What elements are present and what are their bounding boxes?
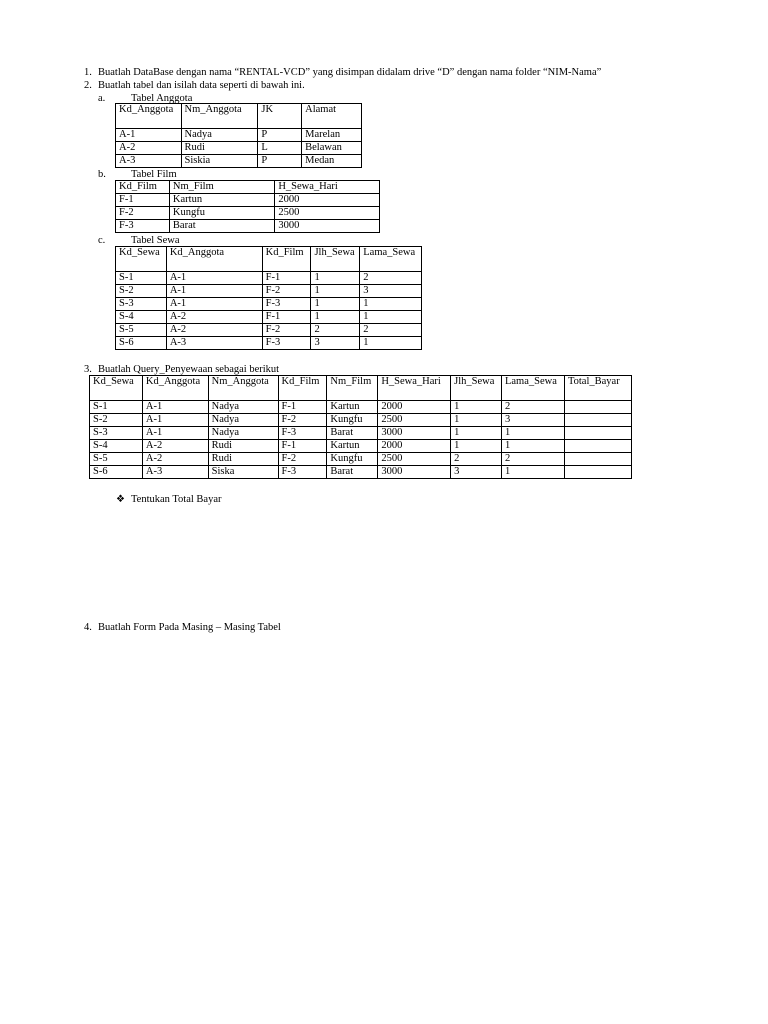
- table-cell: A-2: [166, 311, 262, 324]
- bullet-text: Tentukan Total Bayar: [131, 494, 222, 505]
- table-cell: F-3: [262, 337, 311, 350]
- table-cell: 1: [451, 414, 502, 427]
- table-cell: Barat: [327, 466, 378, 479]
- table-cell: S-6: [116, 337, 167, 350]
- table-cell: 1: [451, 440, 502, 453]
- table-cell: S-4: [90, 440, 143, 453]
- header-cell: Nm_Anggota: [208, 376, 278, 401]
- table-cell: Rudi: [208, 440, 278, 453]
- table-cell: 1: [311, 285, 360, 298]
- table-cell: 2: [451, 453, 502, 466]
- table-cell: 1: [501, 440, 564, 453]
- table-cell: 1: [360, 337, 422, 350]
- table-cell: 3: [360, 285, 422, 298]
- item-2-text: Buatlah tabel dan isilah data seperti di bawah ini.: [98, 80, 305, 91]
- header-cell: Kd_Anggota: [142, 376, 208, 401]
- table-cell: Siskia: [181, 155, 258, 168]
- table-cell: A-1: [166, 272, 262, 285]
- header-cell: Total_Bayar: [564, 376, 631, 401]
- table-row: [90, 453, 632, 466]
- header-cell: Nm_Film: [327, 376, 378, 401]
- table-cell: 1: [451, 401, 502, 414]
- table-header-row: [90, 376, 632, 401]
- table-cell: [564, 427, 631, 440]
- table-cell: F-2: [262, 285, 311, 298]
- table-sewa: [115, 246, 422, 350]
- table-cell: S-6: [90, 466, 143, 479]
- table-cell: Medan: [302, 155, 362, 168]
- table-cell: F-1: [262, 311, 311, 324]
- table-cell: Kungfu: [327, 453, 378, 466]
- item-4-number: 4.: [84, 622, 92, 633]
- header-cell: Kd_Film: [278, 376, 327, 401]
- table-cell: 3: [501, 414, 564, 427]
- table-cell: L: [258, 142, 302, 155]
- item-1-text: Buatlah DataBase dengan nama “RENTAL-VCD” yang disimpan didalam drive “D” dengan nama folder “NIM-Nama”: [98, 67, 602, 78]
- header-cell: Lama_Sewa: [360, 247, 422, 272]
- table-cell: A-1: [142, 427, 208, 440]
- table-cell: S-1: [116, 272, 167, 285]
- table-cell: 2500: [378, 414, 451, 427]
- table-cell: 2500: [378, 453, 451, 466]
- table-row: [116, 272, 422, 285]
- table-cell: [564, 414, 631, 427]
- table-row: [90, 427, 632, 440]
- section-a-letter: a.: [98, 93, 106, 104]
- table-cell: S-2: [116, 285, 167, 298]
- table-cell: 3000: [378, 427, 451, 440]
- table-cell: Barat: [169, 220, 274, 233]
- table-row: [116, 285, 422, 298]
- item-3-text: Buatlah Query_Penyewaan sebagai berikut: [98, 364, 280, 375]
- table-row: [116, 337, 422, 350]
- table-cell: 1: [360, 298, 422, 311]
- table-cell: [564, 440, 631, 453]
- header-cell: Kd_Sewa: [116, 247, 167, 272]
- table-cell: F-1: [116, 194, 170, 207]
- table-cell: Kartun: [169, 194, 274, 207]
- item-3-number: 3.: [84, 364, 92, 375]
- header-cell: Jlh_Sewa: [311, 247, 360, 272]
- table-cell: A-2: [166, 324, 262, 337]
- table-cell: F-3: [262, 298, 311, 311]
- item-1-number: 1.: [84, 67, 92, 78]
- table-cell: 3: [311, 337, 360, 350]
- table-cell: 2500: [275, 207, 380, 220]
- table-cell: F-1: [262, 272, 311, 285]
- table-cell: Nadya: [208, 401, 278, 414]
- header-cell: Kd_Anggota: [116, 104, 182, 129]
- table-cell: S-5: [90, 453, 143, 466]
- table-film: [115, 180, 380, 233]
- header-cell: H_Sewa_Hari: [378, 376, 451, 401]
- header-cell: Kd_Film: [116, 181, 170, 194]
- table-cell: Nadya: [208, 427, 278, 440]
- table-cell: S-2: [90, 414, 143, 427]
- table-cell: F-2: [116, 207, 170, 220]
- table-cell: 1: [311, 298, 360, 311]
- table-cell: A-1: [142, 401, 208, 414]
- table-row: [116, 324, 422, 337]
- header-cell: Kd_Sewa: [90, 376, 143, 401]
- section-b-title: Tabel Film: [131, 169, 177, 180]
- table-cell: Siska: [208, 466, 278, 479]
- table-cell: A-1: [166, 285, 262, 298]
- table-query-penyewaan: [89, 375, 632, 479]
- header-cell: Jlh_Sewa: [451, 376, 502, 401]
- table-row: [90, 401, 632, 414]
- table-cell: 2: [360, 324, 422, 337]
- table-cell: S-1: [90, 401, 143, 414]
- section-a-title: Tabel Anggota: [131, 93, 193, 104]
- table-cell: 1: [360, 311, 422, 324]
- table-cell: 2000: [378, 401, 451, 414]
- table-cell: A-3: [166, 337, 262, 350]
- table-cell: S-3: [116, 298, 167, 311]
- table-cell: [564, 453, 631, 466]
- table-cell: F-2: [278, 414, 327, 427]
- table-cell: 2: [311, 324, 360, 337]
- table-cell: 1: [501, 427, 564, 440]
- table-cell: 3000: [275, 220, 380, 233]
- table-cell: F-3: [278, 466, 327, 479]
- table-cell: Rudi: [181, 142, 258, 155]
- table-row: [116, 129, 362, 142]
- table-row: [116, 298, 422, 311]
- item-2-number: 2.: [84, 80, 92, 91]
- table-anggota: [115, 103, 362, 168]
- table-cell: S-4: [116, 311, 167, 324]
- table-cell: Marelan: [302, 129, 362, 142]
- table-cell: A-2: [142, 453, 208, 466]
- table-cell: 3: [451, 466, 502, 479]
- header-cell: Lama_Sewa: [501, 376, 564, 401]
- table-cell: A-1: [142, 414, 208, 427]
- table-cell: Belawan: [302, 142, 362, 155]
- table-cell: [564, 401, 631, 414]
- header-cell: Nm_Film: [169, 181, 274, 194]
- item-4-text: Buatlah Form Pada Masing – Masing Tabel: [98, 622, 281, 633]
- table-cell: 1: [501, 466, 564, 479]
- table-cell: F-1: [278, 401, 327, 414]
- table-row: [90, 440, 632, 453]
- table-cell: A-1: [116, 129, 182, 142]
- table-cell: 1: [451, 427, 502, 440]
- table-cell: F-2: [262, 324, 311, 337]
- table-header-row: [116, 247, 422, 272]
- table-cell: F-3: [278, 427, 327, 440]
- header-cell: JK: [258, 104, 302, 129]
- table-row: [116, 194, 380, 207]
- table-cell: F-3: [116, 220, 170, 233]
- table-cell: A-2: [116, 142, 182, 155]
- header-cell: Kd_Anggota: [166, 247, 262, 272]
- table-row: [116, 207, 380, 220]
- table-cell: [564, 466, 631, 479]
- diamond-bullet-icon: ❖: [116, 494, 125, 505]
- table-cell: Barat: [327, 427, 378, 440]
- table-cell: A-2: [142, 440, 208, 453]
- table-cell: Kartun: [327, 440, 378, 453]
- table-cell: 3000: [378, 466, 451, 479]
- table-row: [90, 414, 632, 427]
- table-cell: S-5: [116, 324, 167, 337]
- table-cell: Rudi: [208, 453, 278, 466]
- table-cell: Kungfu: [169, 207, 274, 220]
- section-c-title: Tabel Sewa: [131, 235, 180, 246]
- table-row: [116, 155, 362, 168]
- table-row: [90, 466, 632, 479]
- table-row: [116, 142, 362, 155]
- table-row: [116, 220, 380, 233]
- header-cell: H_Sewa_Hari: [275, 181, 380, 194]
- table-cell: 2: [501, 453, 564, 466]
- section-b-letter: b.: [98, 169, 106, 180]
- table-cell: S-3: [90, 427, 143, 440]
- table-row: [116, 311, 422, 324]
- table-cell: A-3: [116, 155, 182, 168]
- header-cell: Nm_Anggota: [181, 104, 258, 129]
- table-cell: Nadya: [181, 129, 258, 142]
- table-cell: 1: [311, 311, 360, 324]
- table-header-row: [116, 104, 362, 129]
- table-cell: 2: [360, 272, 422, 285]
- table-header-row: [116, 181, 380, 194]
- table-cell: Kungfu: [327, 414, 378, 427]
- table-cell: 2000: [275, 194, 380, 207]
- header-cell: Alamat: [302, 104, 362, 129]
- table-cell: 2000: [378, 440, 451, 453]
- header-cell: Kd_Film: [262, 247, 311, 272]
- table-cell: P: [258, 155, 302, 168]
- table-cell: 1: [311, 272, 360, 285]
- table-cell: 2: [501, 401, 564, 414]
- table-cell: P: [258, 129, 302, 142]
- table-cell: Nadya: [208, 414, 278, 427]
- table-cell: F-1: [278, 440, 327, 453]
- table-cell: Kartun: [327, 401, 378, 414]
- table-cell: A-3: [142, 466, 208, 479]
- table-cell: A-1: [166, 298, 262, 311]
- section-c-letter: c.: [98, 235, 106, 246]
- table-cell: F-2: [278, 453, 327, 466]
